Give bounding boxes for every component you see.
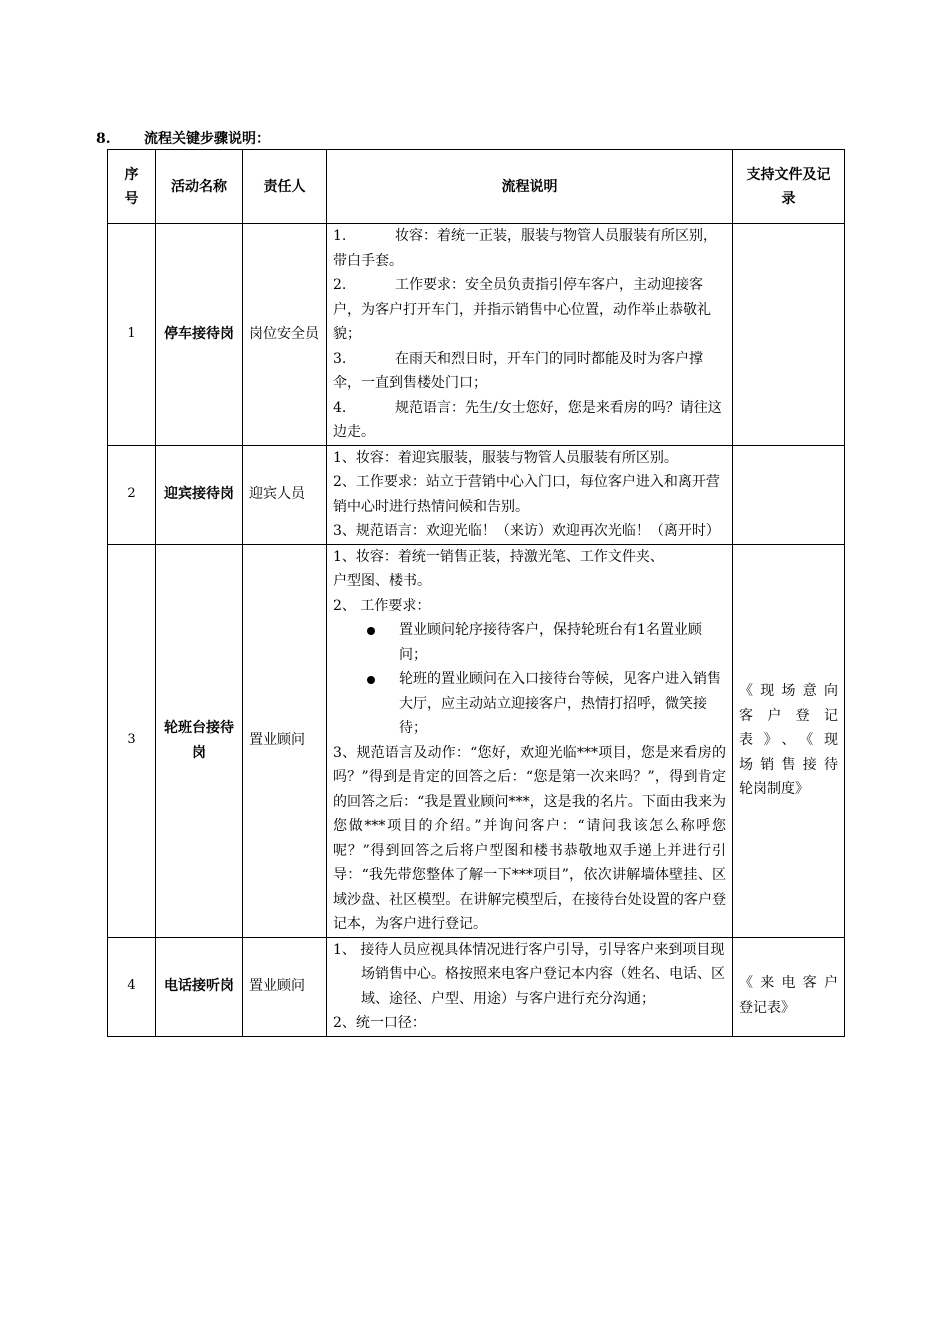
row-activity: 电话接听岗: [156, 937, 243, 1036]
header-docs: 支持文件及记录: [733, 150, 845, 224]
bullet-dot-icon: [367, 676, 375, 684]
doc-line: 登记表》: [739, 999, 795, 1016]
desc-item: 2. 工作要求：安全员负责指引停车客户，主动迎接客户，为客户打开车门，并指示销售中心位置，动作举止恭敬礼貌；: [333, 277, 711, 342]
row-activity: 迎宾接待岗: [156, 445, 243, 544]
desc-item: 2、 工作要求：: [333, 597, 431, 614]
desc-item: 3、规范语言：欢迎光临！（来访）欢迎再次光临！（离开时）: [333, 523, 720, 539]
table-row: [108, 937, 845, 1036]
row-description: [327, 544, 733, 937]
desc-item: 1. 妆容：着统一正装，服装与物管人员服装有所区别，带白手套。: [333, 228, 717, 269]
row-docs: [733, 445, 845, 544]
desc-item: 1、妆容：着迎宾服装，服装与物管人员服装有所区别。: [333, 449, 678, 466]
desc-item: 4. 规范语言：先生/女士您好，您是来看房的吗？请往这边走。: [333, 399, 722, 440]
desc-item: 1、 接待人员应视具体情况进行客户引导，引导客户来到项目现场销售中心。格按照来电客户登记本内容（姓名、电话、区域、途径、户型、用途）与客户进行充分沟通；: [333, 941, 725, 1007]
header-desc: 流程说明: [327, 150, 733, 224]
doc-line: 表》、《现: [739, 732, 838, 749]
row-activity: 轮班台接待岗: [156, 544, 243, 937]
row-description: [327, 937, 733, 1036]
row-owner: 置业顾问: [243, 937, 327, 1036]
row-owner: 岗位安全员: [243, 224, 327, 446]
doc-line: 场销售接待: [739, 756, 838, 773]
bullet-dot-icon: [367, 627, 375, 635]
section-heading: [96, 128, 270, 148]
header-num: 序号: [108, 150, 156, 224]
row-docs: [733, 937, 845, 1036]
row-docs: [733, 544, 845, 937]
row-owner: 迎宾人员: [243, 445, 327, 544]
row-number: 2: [108, 445, 156, 544]
header-owner: 责任人: [243, 150, 327, 224]
row-number: 1: [108, 224, 156, 446]
doc-line: 《来电客户: [739, 975, 838, 991]
section-number: 8.: [96, 131, 111, 147]
doc-line: 客户登记: [739, 707, 838, 724]
row-description: [327, 224, 733, 446]
row-number: 3: [108, 544, 156, 937]
table-row: [108, 445, 845, 544]
table-row: [108, 224, 845, 446]
row-owner: 置业顾问: [243, 544, 327, 937]
table-row: [108, 544, 845, 937]
row-docs: [733, 224, 845, 446]
doc-line: 《现场意向: [739, 683, 838, 700]
desc-item: 2、统一口径：: [333, 1015, 426, 1031]
desc-item: 3、规范语言及动作：“您好，欢迎光临***项目，您是来看房的吗？”得到是肯定的回答之后：“您是第一次来吗？”，得到肯定的回答之后：“我是置业顾问***，这是我的名片。下面由我来为您做***项目的介绍。”并询问客户：“请问我该怎么称呼您呢？”得到回答之后将户型图和楼书恭敬地双手递上并进行引导：“我先带您整体了解一下***项目”，依次讲解墙体壁挂、区域沙盘、社区模型。在讲解完模型后，在接待台处设置的客户登记本，为客户进行登记。: [333, 744, 726, 932]
bullet-item: 轮班的置业顾问在入口接待台等候，见客户进入销售大厅，应主动站立迎接客户，热情打招呼，微笑接待；: [333, 667, 726, 741]
row-activity: 停车接待岗: [156, 224, 243, 446]
process-steps-table: [107, 149, 845, 1037]
section-title: 流程关键步骤说明：: [144, 131, 270, 147]
row-number: 4: [108, 937, 156, 1036]
doc-line: 轮岗制度》: [739, 781, 809, 798]
bullet-item: 置业顾问轮序接待客户，保持轮班台有1名置业顾问；: [333, 618, 726, 667]
desc-item: 1、妆容：着统一销售正装，持激光笔、工作文件夹、: [333, 548, 664, 565]
row-description: [327, 445, 733, 544]
header-activity: 活动名称: [156, 150, 243, 224]
desc-item: 户型图、楼书。: [333, 573, 431, 589]
desc-item: 2、工作要求：站立于营销中心入门口，每位客户进入和离开营销中心时进行热情问候和告别。: [333, 474, 720, 515]
desc-item: 3. 在雨天和烈日时，开车门的同时都能及时为客户撑伞，一直到售楼处门口；: [333, 350, 703, 391]
table-header-row: [108, 150, 845, 224]
